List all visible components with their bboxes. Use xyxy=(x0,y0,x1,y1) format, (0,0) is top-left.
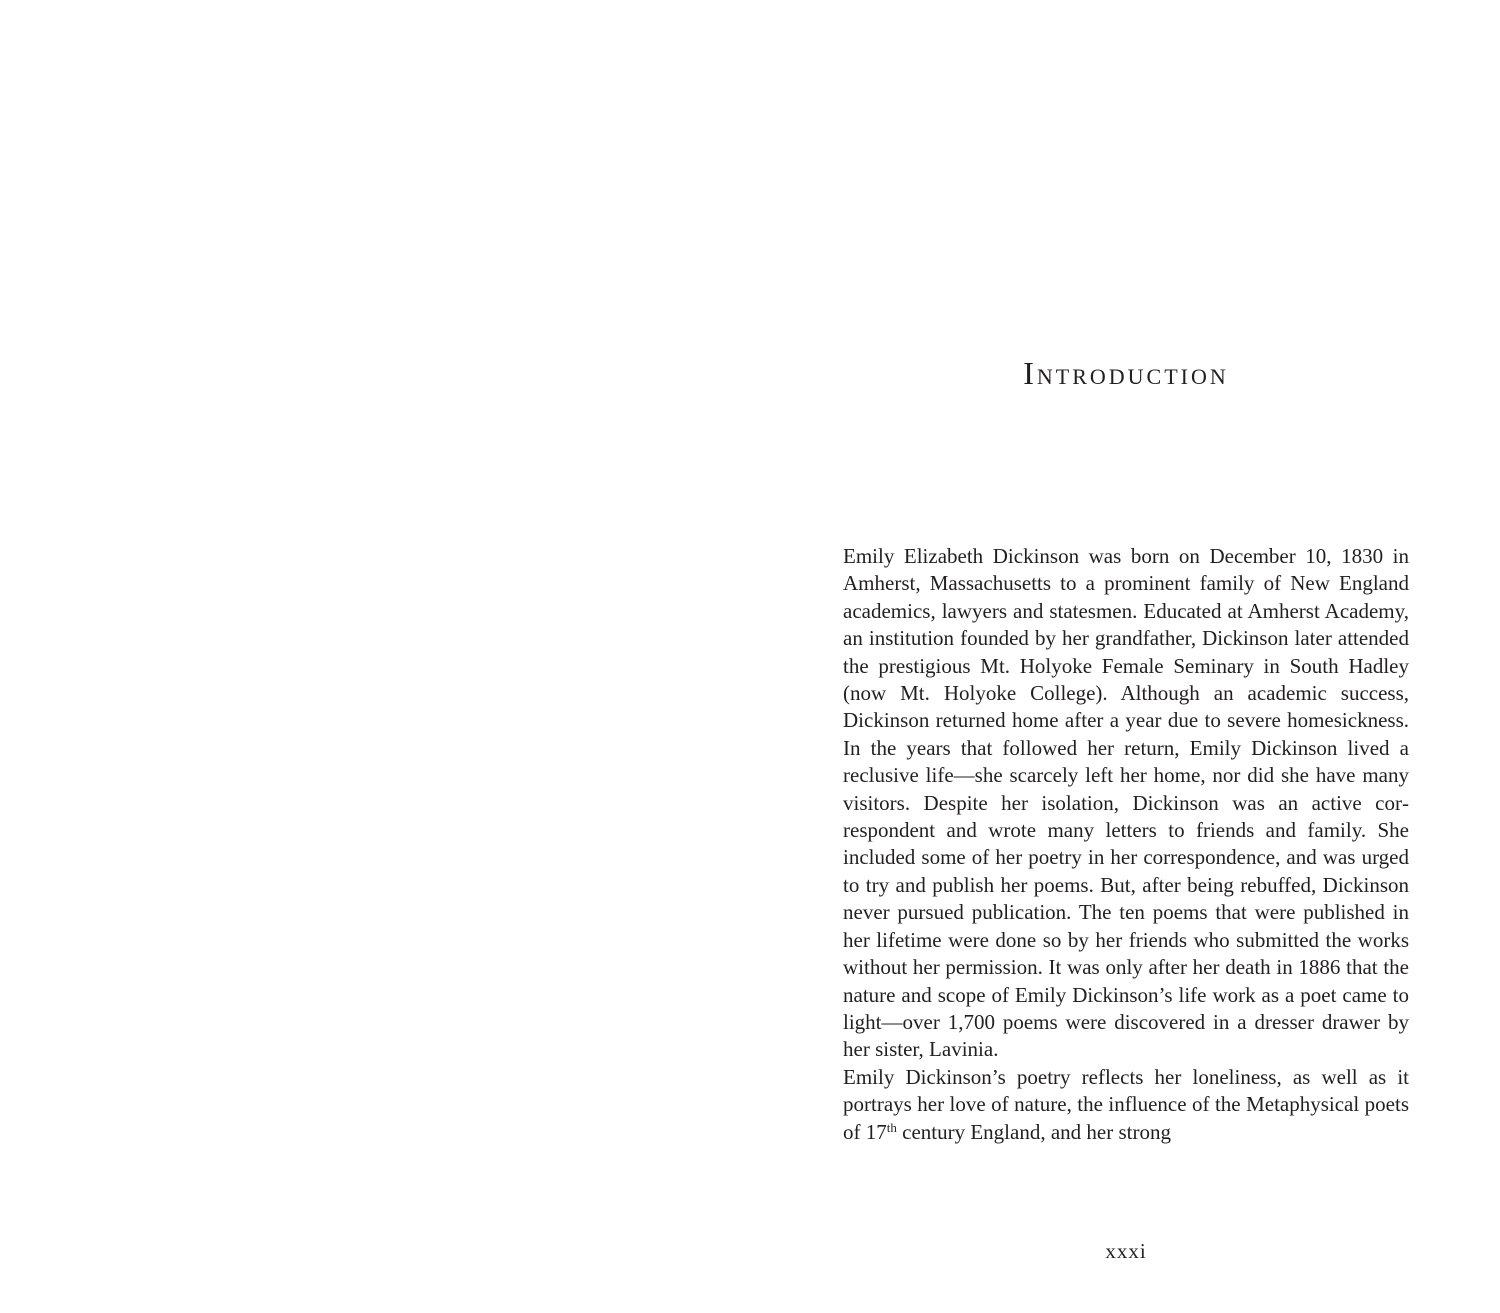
paragraph-2-text: Emily Dickinson’s poetry reflects her loneliness, as well as it portrays her love of nature, the influence of the Metaphysical poets of 17 xyxy=(843,1064,1409,1144)
paragraph-1: Emily Elizabeth Dickinson was born on December 10, 1830 in Amherst, Massachusetts to a prominent family of New England academics, lawyers and statesmen. Educated at Amherst Academy, an institution founded by her grandfather, Dickinson later attended the prestigious Mt. Holyoke Female Seminary in South Hadley (now Mt. Holyoke College). Although an academic success, Dickinson returned home after a year due to severe homesickness. In the years that followed her return, Emily Dickinson lived a reclusive life—she scarcely left her home, nor did she have many visitors. Despite her isolation, Dickinson was an active correspondent and wrote many letters to friends and family. She included some of her poetry in her correspondence, and was urged to try and publish her poems. But, after being rebuffed, Dickinson never pursued publication. The ten poems that were published in her lifetime were done so by her friends who submitted the works without her permission. It was only after her death in 1886 that the nature and scope of Emily Dickinson’s life work as a poet came to light—over 1,700 poems were discovered in a dresser drawer by her sister, Lavinia. xyxy=(843,544,1409,1062)
ordinal-superscript: th xyxy=(886,1119,897,1135)
chapter-title: Introduction xyxy=(1023,355,1229,391)
paragraph-2 xyxy=(843,1064,1409,1146)
paragraph-2-text-continued: century England, and her strong xyxy=(896,1119,1171,1144)
page-number: xxxi xyxy=(1105,1239,1147,1263)
body-text xyxy=(843,543,1409,1146)
right-page xyxy=(750,0,1500,1313)
